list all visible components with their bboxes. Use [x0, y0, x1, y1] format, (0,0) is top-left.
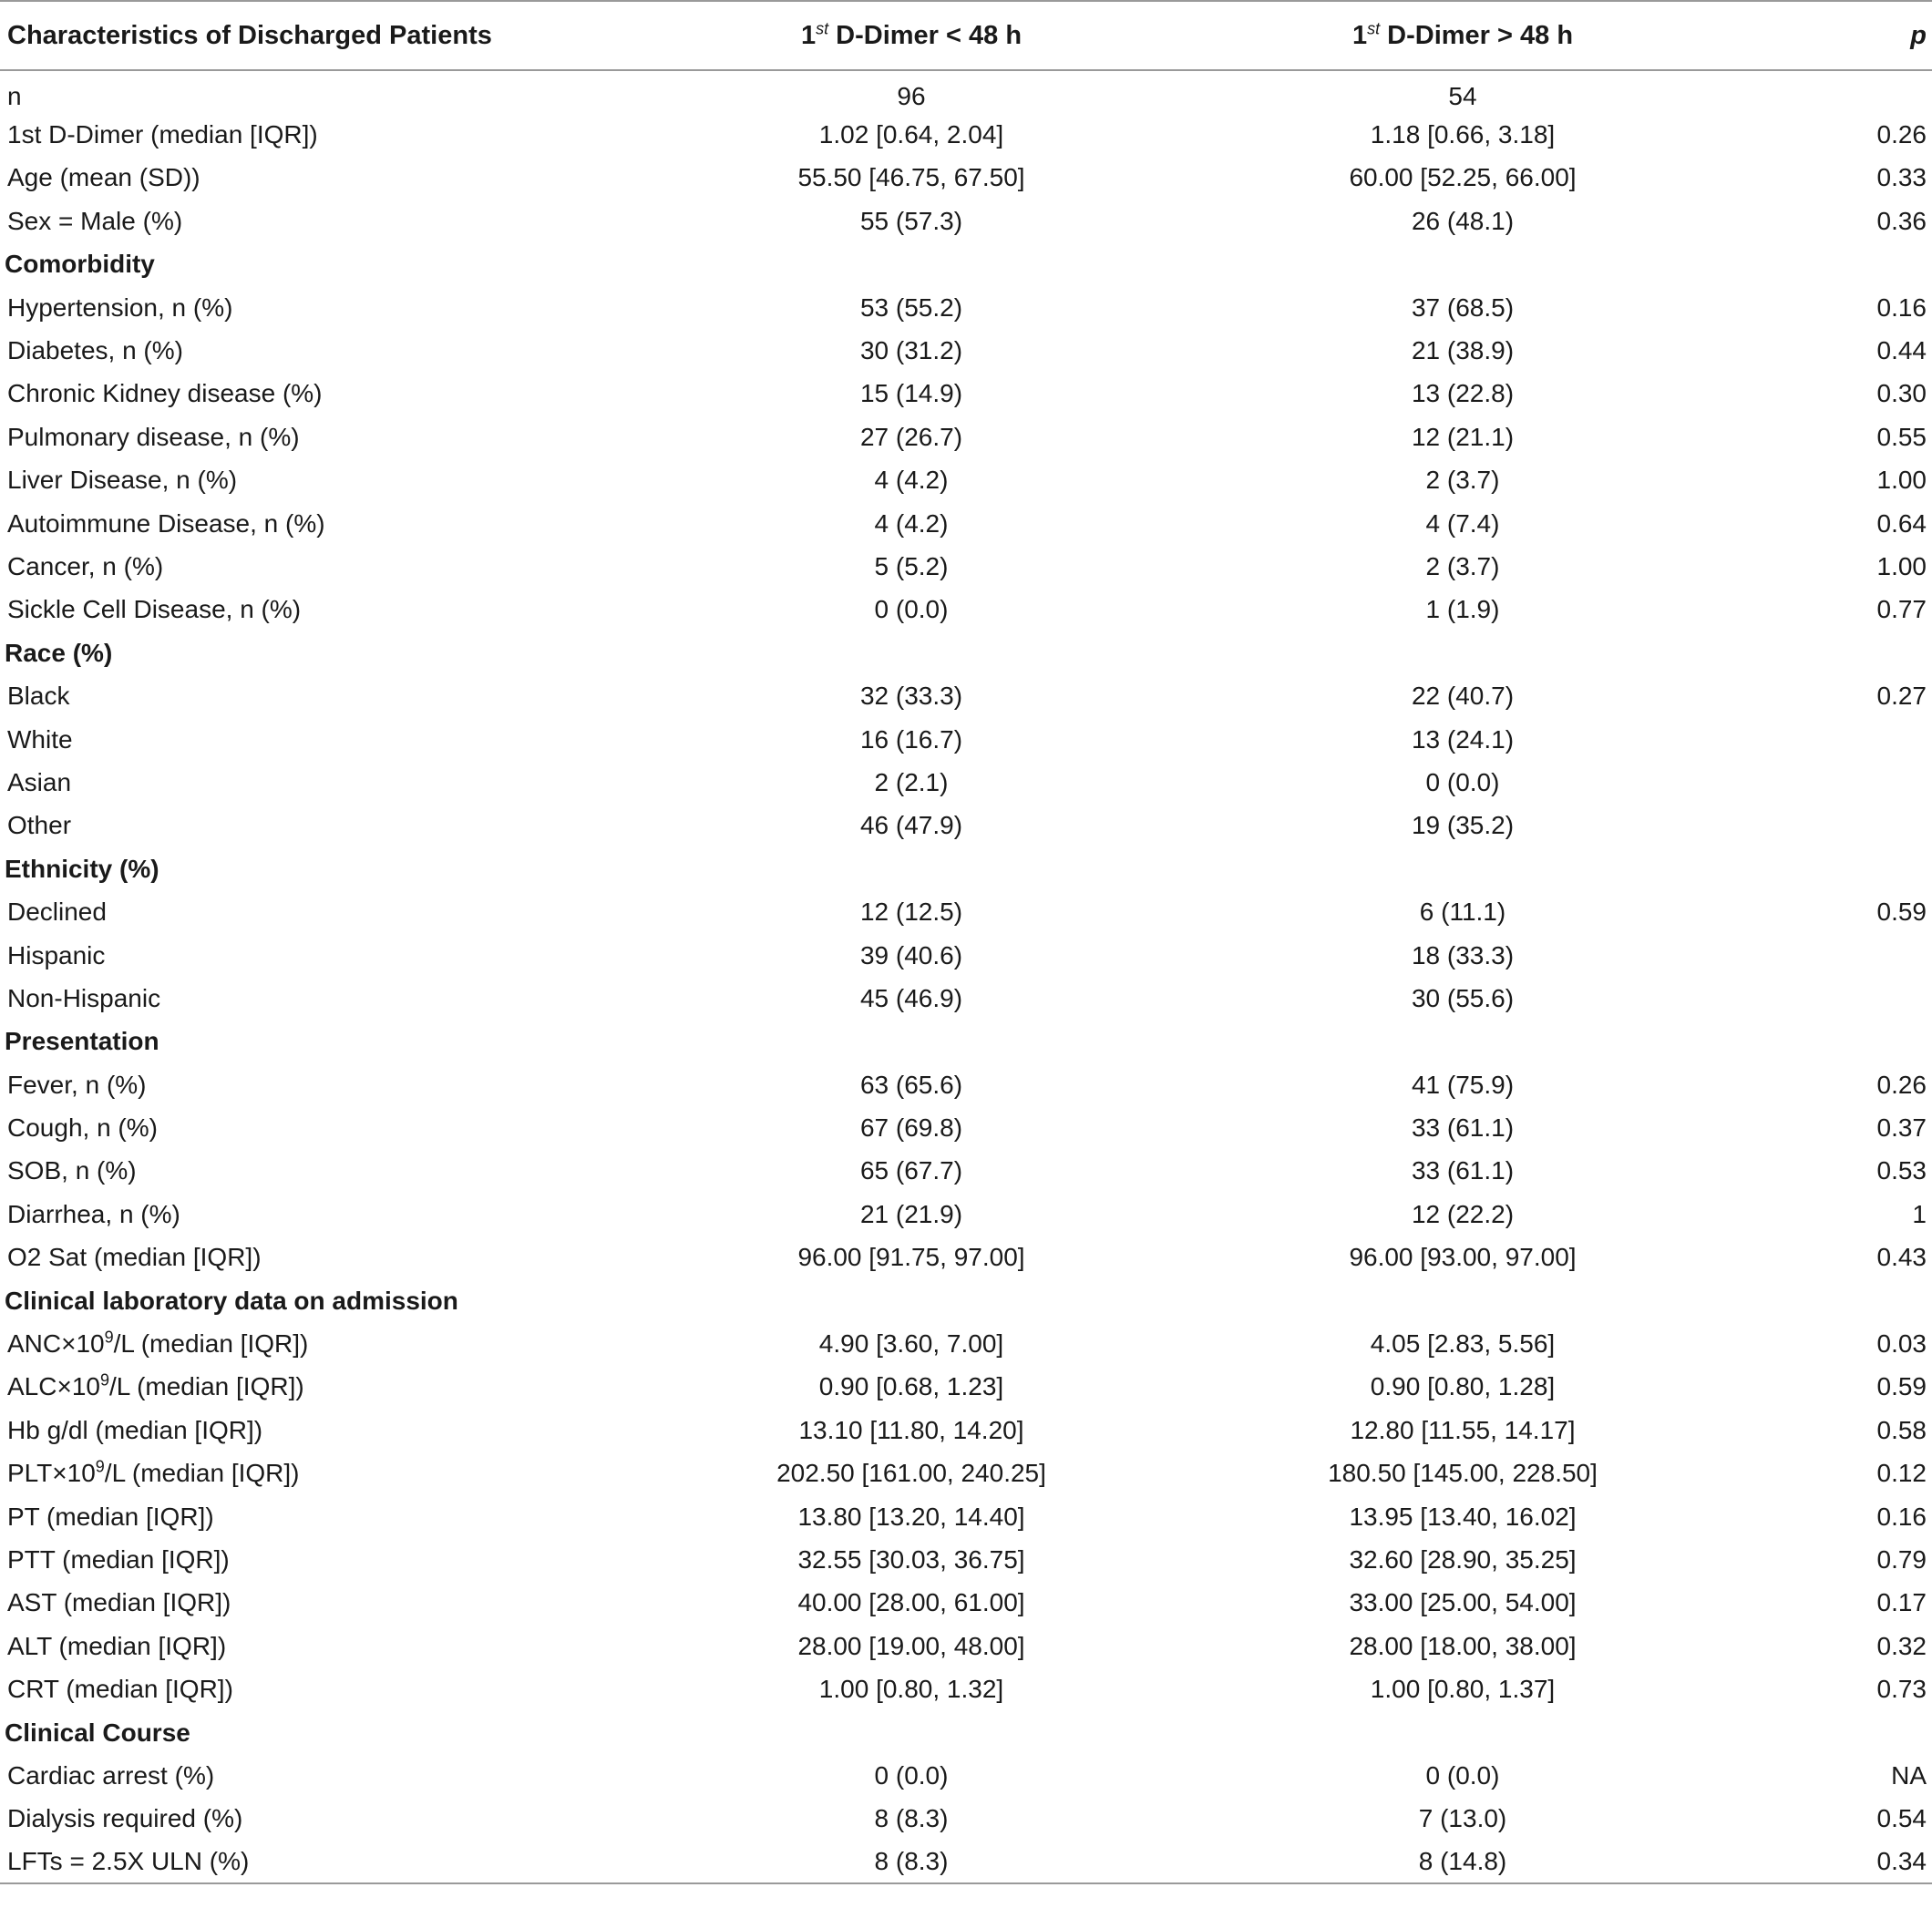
p-value: 0.58	[1876, 1415, 1927, 1444]
value-ddimer-gt-48h: 1.18 [0.66, 3.18]	[1370, 120, 1556, 149]
value-ddimer-lt-48h	[720, 1279, 1103, 1322]
row-label: PTT (median [IQR])	[7, 1544, 230, 1574]
header-gt-prefix: 1	[1351, 20, 1368, 50]
p-value: 0.03	[1876, 1329, 1927, 1359]
row-label: Sex = Male (%)	[7, 206, 183, 235]
table-row	[0, 545, 1932, 588]
p-value: 0.64	[1876, 508, 1927, 538]
value-ddimer-lt-48h: 53 (55.2)	[859, 292, 963, 322]
p-value: NA	[1891, 1760, 1927, 1790]
value-ddimer-lt-48h: 45 (46.9)	[859, 983, 963, 1012]
table-row	[0, 200, 1932, 242]
value-ddimer-lt-48h: 4.90 [3.60, 7.00]	[818, 1329, 1004, 1359]
section-label: Clinical Course	[5, 1718, 190, 1747]
header-row	[0, 1, 1932, 70]
table-row	[0, 1236, 1932, 1279]
p-value	[1823, 1279, 1932, 1322]
row-label: Hb g/dl (median [IQR])	[7, 1415, 263, 1444]
value-ddimer-lt-48h: 16 (16.7)	[859, 724, 963, 754]
value-ddimer-lt-48h: 55.50 [46.75, 67.50]	[797, 163, 1025, 192]
p-value: 0.34	[1823, 1841, 1932, 1883]
value-ddimer-lt-48h: 4 (4.2)	[874, 466, 949, 495]
table-row	[0, 1625, 1932, 1667]
table-row	[0, 1538, 1932, 1581]
p-value: 0.33	[1876, 163, 1927, 192]
table-row	[0, 1322, 1932, 1365]
table-row	[0, 1754, 1932, 1797]
p-value	[1823, 805, 1932, 847]
value-ddimer-gt-48h: 33 (61.1)	[1411, 1156, 1515, 1185]
value-ddimer-lt-48h: 46 (47.9)	[859, 811, 963, 840]
row-label-suffix: /L (median [IQR])	[104, 1459, 300, 1488]
p-value: 0.16	[1876, 1502, 1927, 1531]
value-ddimer-gt-48h: 28.00 [18.00, 38.00]	[1349, 1631, 1577, 1660]
value-ddimer-gt-48h: 33 (61.1)	[1411, 1113, 1515, 1143]
p-value: 0.30	[1876, 379, 1927, 408]
value-ddimer-lt-48h: 1.00 [0.80, 1.32]	[818, 1675, 1004, 1704]
row-label: Liver Disease, n (%)	[7, 466, 238, 495]
value-ddimer-gt-48h: 18 (33.3)	[1411, 940, 1515, 969]
row-label	[0, 1322, 720, 1365]
value-ddimer-lt-48h: 8 (8.3)	[874, 1804, 949, 1833]
section-header-row	[0, 847, 1932, 890]
row-label-suffix: /L (median [IQR])	[108, 1372, 304, 1401]
section-header-row	[0, 631, 1932, 674]
p-value	[1823, 761, 1932, 804]
value-ddimer-gt-48h	[1103, 243, 1823, 286]
value-ddimer-lt-48h: 63 (65.6)	[859, 1070, 963, 1099]
p-value	[1823, 70, 1932, 113]
value-ddimer-lt-48h: 55 (57.3)	[859, 206, 963, 235]
value-ddimer-lt-48h: 65 (67.7)	[859, 1156, 963, 1185]
table-row	[0, 589, 1932, 631]
p-value	[1823, 243, 1932, 286]
row-label: White	[7, 724, 73, 754]
value-ddimer-gt-48h: 13.95 [13.40, 16.02]	[1349, 1502, 1577, 1531]
table-row	[0, 1193, 1932, 1236]
value-ddimer-lt-48h: 96.00 [91.75, 97.00]	[797, 1243, 1025, 1272]
value-ddimer-lt-48h: 40.00 [28.00, 61.00]	[797, 1588, 1025, 1617]
row-label: Black	[7, 682, 70, 711]
row-label: Cancer, n (%)	[7, 551, 164, 580]
table-header	[0, 1, 1932, 70]
row-label: CRT (median [IQR])	[7, 1675, 233, 1704]
p-value	[1823, 977, 1932, 1020]
table-row	[0, 415, 1932, 458]
p-value: 0.26	[1876, 1070, 1927, 1099]
value-ddimer-gt-48h: 37 (68.5)	[1411, 292, 1515, 322]
value-ddimer-gt-48h: 0.90 [0.80, 1.28]	[1370, 1372, 1556, 1401]
value-ddimer-gt-48h: 4 (7.4)	[1425, 508, 1500, 538]
p-value: 0.16	[1876, 292, 1927, 322]
p-value	[1823, 934, 1932, 977]
row-label: O2 Sat (median [IQR])	[7, 1243, 262, 1272]
value-ddimer-gt-48h: 30 (55.6)	[1411, 983, 1515, 1012]
section-label: Comorbidity	[5, 250, 155, 279]
row-label-prefix: ALC×10	[7, 1372, 100, 1401]
p-value: 0.27	[1876, 682, 1927, 711]
value-ddimer-gt-48h: 2 (3.7)	[1425, 551, 1500, 580]
row-label: Pulmonary disease, n (%)	[7, 422, 300, 451]
table-row	[0, 1798, 1932, 1841]
table-row	[0, 1150, 1932, 1193]
p-value	[1823, 631, 1932, 674]
value-ddimer-gt-48h: 1.00 [0.80, 1.37]	[1370, 1675, 1556, 1704]
row-label: Chronic Kidney disease (%)	[7, 379, 323, 408]
value-ddimer-gt-48h: 4.05 [2.83, 5.56]	[1370, 1329, 1556, 1359]
header-ddimer-lt-48h	[720, 1, 1103, 70]
value-ddimer-lt-48h: 27 (26.7)	[859, 422, 963, 451]
row-label-exponent: 9	[95, 1457, 105, 1476]
row-label-exponent: 9	[99, 1371, 109, 1390]
row-label: Age (mean (SD))	[7, 163, 200, 192]
p-value: 0.12	[1876, 1459, 1927, 1488]
row-label: Fever, n (%)	[7, 1070, 147, 1099]
value-ddimer-lt-48h: 13.10 [11.80, 14.20]	[798, 1415, 1024, 1444]
row-label-suffix: /L (median [IQR])	[113, 1329, 309, 1359]
row-label: PT (median [IQR])	[7, 1502, 214, 1531]
p-value: 0.54	[1876, 1804, 1927, 1833]
header-lt-prefix: 1	[800, 20, 817, 50]
p-value: 0.53	[1876, 1156, 1927, 1185]
row-label: 1st D-Dimer (median [IQR])	[7, 120, 318, 149]
table-row	[0, 1495, 1932, 1538]
table-row	[0, 373, 1932, 415]
value-ddimer-gt-48h: 13 (24.1)	[1411, 724, 1515, 754]
table-row	[0, 1667, 1932, 1710]
section-label: Race (%)	[5, 638, 113, 667]
value-ddimer-lt-48h: 96	[897, 82, 926, 111]
value-ddimer-lt-48h	[720, 1711, 1103, 1754]
value-ddimer-lt-48h: 30 (31.2)	[859, 336, 963, 365]
value-ddimer-gt-48h: 32.60 [28.90, 35.25]	[1349, 1544, 1577, 1574]
row-label	[0, 1366, 720, 1409]
value-ddimer-gt-48h: 1 (1.9)	[1425, 595, 1500, 624]
section-header-row	[0, 1711, 1932, 1754]
table-row	[0, 70, 1932, 113]
row-label: Declined	[7, 898, 107, 927]
value-ddimer-gt-48h: 180.50 [145.00, 228.50]	[1328, 1459, 1598, 1488]
row-label: AST (median [IQR])	[7, 1588, 231, 1617]
row-label: ALT (median [IQR])	[7, 1631, 227, 1660]
row-label: Hypertension, n (%)	[7, 292, 233, 322]
value-ddimer-lt-48h: 67 (69.8)	[859, 1113, 963, 1143]
section-header-row	[0, 1021, 1932, 1063]
value-ddimer-gt-48h: 33.00 [25.00, 54.00]	[1349, 1588, 1577, 1617]
row-label: Autoimmune Disease, n (%)	[7, 508, 325, 538]
value-ddimer-gt-48h: 12 (22.2)	[1411, 1199, 1515, 1228]
p-value: 0.73	[1876, 1675, 1927, 1704]
value-ddimer-lt-48h	[720, 1021, 1103, 1063]
p-value: 0.26	[1876, 120, 1927, 149]
row-label: Dialysis required (%)	[7, 1804, 243, 1833]
value-ddimer-lt-48h: 0.90 [0.68, 1.23]	[818, 1372, 1004, 1401]
value-ddimer-gt-48h: 13 (22.8)	[1411, 379, 1515, 408]
value-ddimer-gt-48h: 12 (21.1)	[1411, 422, 1515, 451]
p-value	[1823, 847, 1932, 890]
value-ddimer-lt-48h: 8 (8.3)	[720, 1841, 1103, 1883]
p-value: 0.32	[1876, 1631, 1927, 1660]
p-value: 1.00	[1876, 466, 1927, 495]
row-label: Asian	[7, 767, 72, 796]
p-value: 0.17	[1876, 1588, 1927, 1617]
p-value: 0.79	[1876, 1544, 1927, 1574]
table-row	[0, 1106, 1932, 1149]
table-row	[0, 1409, 1932, 1452]
p-value: 0.43	[1876, 1243, 1927, 1272]
value-ddimer-lt-48h: 1.02 [0.64, 2.04]	[818, 120, 1004, 149]
header-gt-suffix: D-Dimer > 48 h	[1380, 20, 1574, 50]
row-label: Cardiac arrest (%)	[7, 1760, 215, 1790]
table-row	[0, 1366, 1932, 1409]
table-row	[0, 157, 1932, 200]
p-value	[1823, 1711, 1932, 1754]
table-row	[0, 286, 1932, 329]
row-label: Cough, n (%)	[7, 1113, 158, 1143]
value-ddimer-gt-48h: 22 (40.7)	[1411, 682, 1515, 711]
value-ddimer-gt-48h: 7 (13.0)	[1418, 1804, 1507, 1833]
table-row	[0, 934, 1932, 977]
table-row	[0, 805, 1932, 847]
table-row	[0, 718, 1932, 761]
header-lt-suffix: D-Dimer < 48 h	[828, 20, 1023, 50]
value-ddimer-lt-48h: 15 (14.9)	[859, 379, 963, 408]
value-ddimer-lt-48h: 0 (0.0)	[874, 1760, 949, 1790]
p-value: 0.55	[1876, 422, 1927, 451]
header-gt-sup: st	[1367, 18, 1381, 37]
value-ddimer-gt-48h: 0 (0.0)	[1425, 1760, 1500, 1790]
value-ddimer-lt-48h: 5 (5.2)	[874, 551, 949, 580]
section-label: Ethnicity (%)	[5, 854, 159, 883]
p-value: 0.36	[1876, 206, 1927, 235]
value-ddimer-gt-48h: 12.80 [11.55, 14.17]	[1350, 1415, 1576, 1444]
table-row	[0, 1582, 1932, 1625]
value-ddimer-lt-48h: 13.80 [13.20, 14.40]	[797, 1502, 1025, 1531]
p-value	[1823, 718, 1932, 761]
value-ddimer-lt-48h: 32 (33.3)	[859, 682, 963, 711]
value-ddimer-gt-48h: 8 (14.8)	[1103, 1841, 1823, 1883]
section-header-row	[0, 243, 1932, 286]
row-label: Diarrhea, n (%)	[7, 1199, 180, 1228]
row-label: SOB, n (%)	[7, 1156, 137, 1185]
value-ddimer-gt-48h: 6 (11.1)	[1419, 898, 1506, 927]
value-ddimer-gt-48h: 60.00 [52.25, 66.00]	[1349, 163, 1577, 192]
p-value: 0.77	[1876, 595, 1927, 624]
row-label: Diabetes, n (%)	[7, 336, 183, 365]
row-label: Hispanic	[7, 940, 106, 969]
section-label: Presentation	[5, 1027, 159, 1056]
table-row	[0, 1452, 1932, 1495]
value-ddimer-gt-48h: 19 (35.2)	[1411, 811, 1515, 840]
row-label-exponent: 9	[104, 1328, 114, 1347]
section-header-row	[0, 1279, 1932, 1322]
row-label-prefix: PLT×10	[7, 1459, 96, 1488]
value-ddimer-lt-48h	[720, 243, 1103, 286]
table-row	[0, 977, 1932, 1020]
table-row	[0, 459, 1932, 502]
value-ddimer-lt-48h: 202.50 [161.00, 240.25]	[776, 1459, 1046, 1488]
value-ddimer-lt-48h: 28.00 [19.00, 48.00]	[797, 1631, 1025, 1660]
row-label: n	[7, 82, 22, 111]
p-value	[1823, 1021, 1932, 1063]
value-ddimer-gt-48h: 96.00 [93.00, 97.00]	[1349, 1243, 1577, 1272]
value-ddimer-gt-48h: 2 (3.7)	[1425, 466, 1500, 495]
header-p-value: p	[1823, 1, 1932, 70]
p-value: 0.44	[1876, 336, 1927, 365]
table-row	[0, 329, 1932, 372]
table-row	[0, 113, 1932, 156]
value-ddimer-gt-48h	[1103, 1021, 1823, 1063]
value-ddimer-lt-48h: 0 (0.0)	[874, 595, 949, 624]
value-ddimer-gt-48h: 41 (75.9)	[1411, 1070, 1515, 1099]
value-ddimer-lt-48h: 4 (4.2)	[874, 508, 949, 538]
header-lt-sup: st	[816, 18, 829, 37]
value-ddimer-gt-48h	[1103, 847, 1823, 890]
table-row	[0, 674, 1932, 717]
section-label: Clinical laboratory data on admission	[5, 1286, 458, 1315]
value-ddimer-lt-48h	[720, 631, 1103, 674]
value-ddimer-lt-48h: 12 (12.5)	[859, 898, 963, 927]
p-value: 0.37	[1876, 1113, 1927, 1143]
value-ddimer-gt-48h: 54	[1448, 82, 1477, 111]
value-ddimer-lt-48h: 21 (21.9)	[859, 1199, 963, 1228]
table-row	[0, 502, 1932, 545]
value-ddimer-gt-48h	[1103, 1279, 1823, 1322]
p-value: 0.59	[1876, 1372, 1927, 1401]
table-row	[0, 890, 1932, 933]
value-ddimer-lt-48h	[720, 847, 1103, 890]
p-value: 1	[1912, 1199, 1927, 1228]
value-ddimer-lt-48h: 2 (2.1)	[874, 767, 949, 796]
value-ddimer-gt-48h	[1103, 631, 1823, 674]
header-characteristics: Characteristics of Discharged Patients	[0, 1, 720, 70]
value-ddimer-gt-48h	[1103, 1711, 1823, 1754]
table-row	[0, 761, 1932, 804]
row-label: Sickle Cell Disease, n (%)	[7, 595, 302, 624]
value-ddimer-gt-48h: 21 (38.9)	[1411, 336, 1515, 365]
value-ddimer-lt-48h: 32.55 [30.03, 36.75]	[797, 1544, 1025, 1574]
value-ddimer-gt-48h: 26 (48.1)	[1411, 206, 1515, 235]
row-label: LFTs = 2.5X ULN (%)	[0, 1841, 720, 1883]
header-ddimer-gt-48h	[1103, 1, 1823, 70]
value-ddimer-gt-48h: 0 (0.0)	[1425, 767, 1500, 796]
p-value: 1.00	[1876, 551, 1927, 580]
value-ddimer-lt-48h: 39 (40.6)	[859, 940, 963, 969]
table-row	[0, 1063, 1932, 1106]
row-label: Other	[7, 811, 72, 840]
table-row	[0, 1841, 1932, 1883]
row-label-prefix: ANC×10	[7, 1329, 105, 1359]
table-body	[0, 70, 1932, 1883]
row-label: Non-Hispanic	[7, 983, 161, 1012]
row-label	[0, 1452, 720, 1495]
p-value: 0.59	[1876, 898, 1927, 927]
